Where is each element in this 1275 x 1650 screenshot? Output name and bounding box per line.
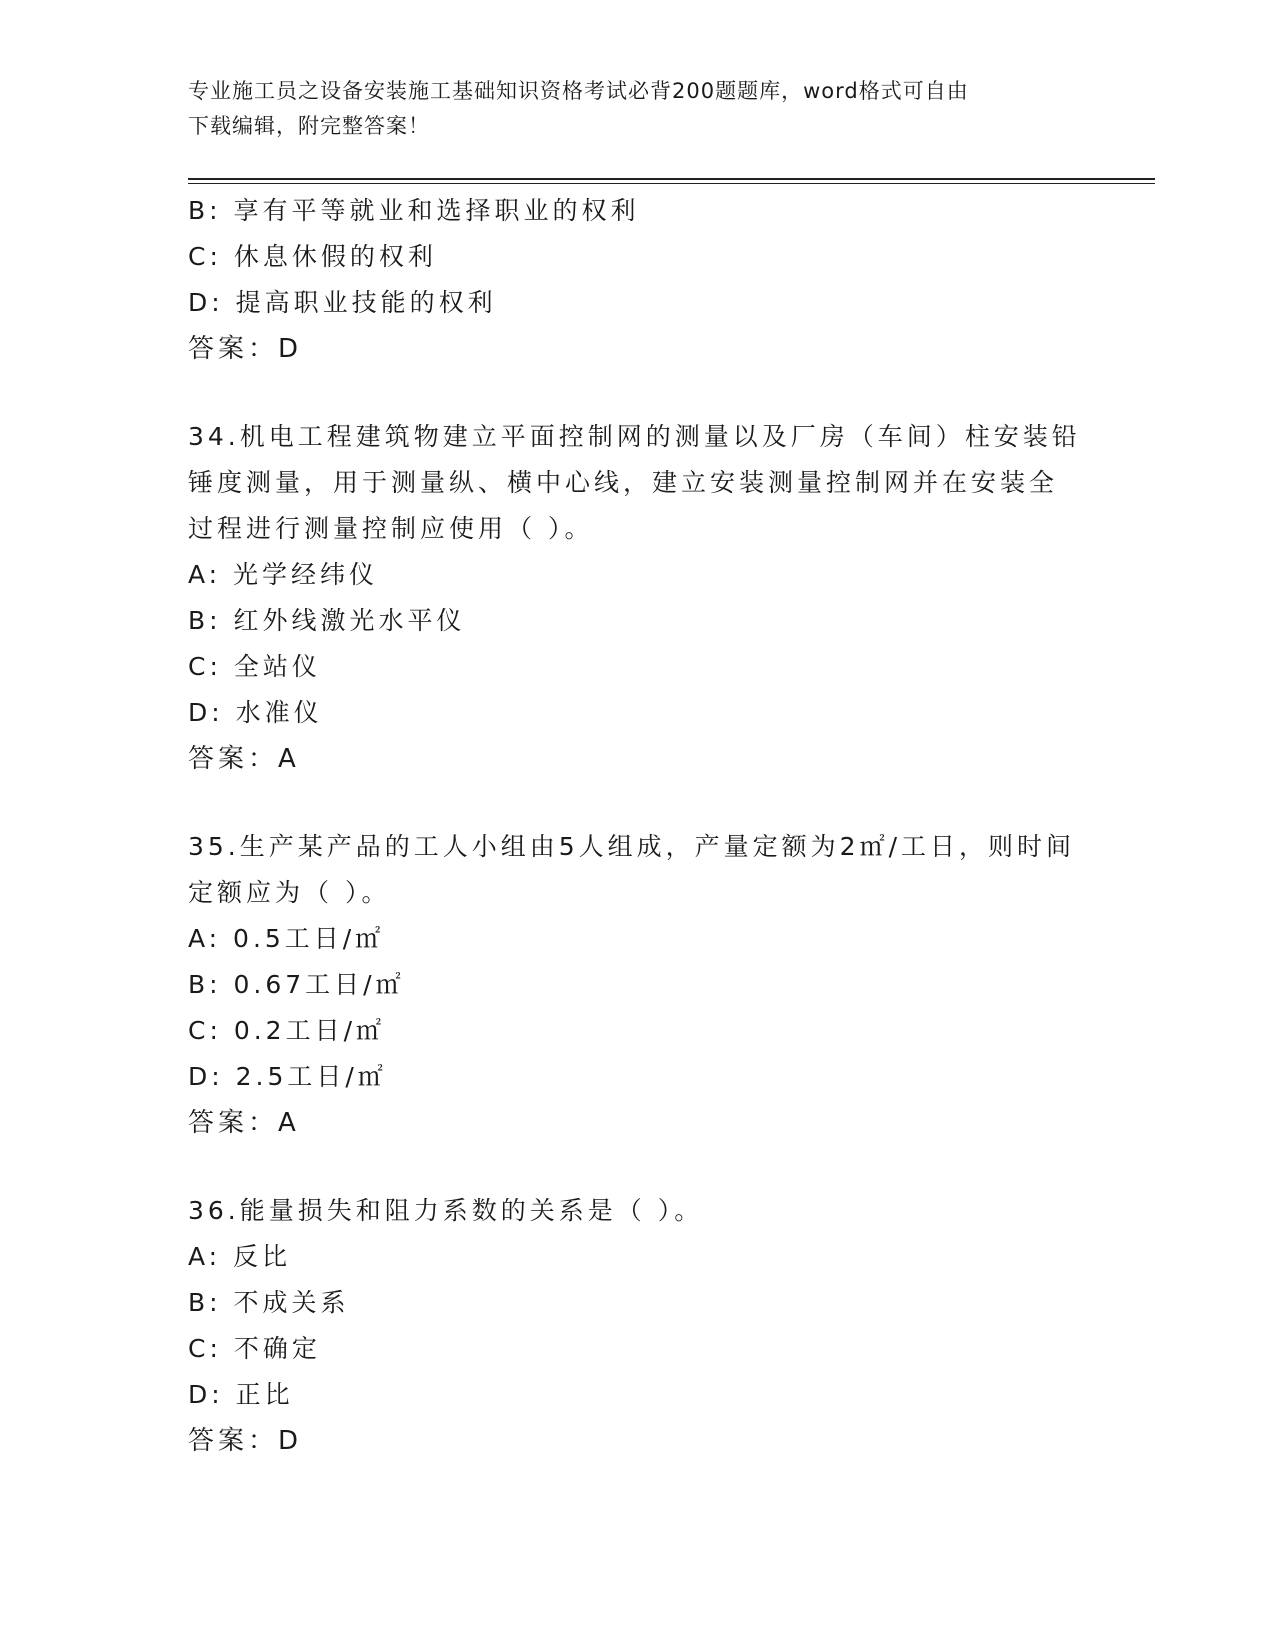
option-d: D: 2.5工日/㎡ — [188, 1062, 387, 1091]
option-b: B: 红外线激光水平仪 — [188, 606, 466, 635]
question-34 — [188, 414, 1088, 782]
option-b: B: 不成关系 — [188, 1288, 350, 1317]
question-stem-line: 36.能量损失和阻力系数的关系是（ ）。 — [188, 1196, 704, 1225]
option-a: A: 光学经纬仪 — [188, 560, 379, 589]
question-stem-line: 35.生产某产品的工人小组由5人组成，产量定额为2㎡/工日，则时间 — [188, 832, 1075, 861]
question-stem-line: 定额应为（ ）。 — [188, 878, 391, 907]
option-a: A: 反比 — [188, 1242, 292, 1271]
header-divider-thick — [188, 178, 1155, 180]
question-35 — [188, 824, 1088, 1146]
option-c: C: 休息休假的权利 — [188, 242, 437, 271]
option-c: C: 全站仪 — [188, 652, 321, 681]
option-b: B: 0.67工日/㎡ — [188, 970, 405, 999]
question-stem-line: 锤度测量，用于测量纵、横中心线，建立安装测量控制网并在安装全 — [188, 468, 1059, 497]
answer-line: 答案：D — [188, 334, 303, 364]
option-d: D: 提高职业技能的权利 — [188, 288, 497, 317]
option-d: D: 正比 — [188, 1380, 294, 1409]
question-stem-line: 34.机电工程建筑物建立平面控制网的测量以及厂房（车间）柱安装铅 — [188, 422, 1081, 451]
answer-line: 答案：A — [188, 1108, 300, 1138]
option-a: A: 0.5工日/㎡ — [188, 924, 385, 953]
question-36 — [188, 1188, 1088, 1464]
question-stem-line: 过程进行测量控制应使用（ ）。 — [188, 514, 594, 543]
option-b: B: 享有平等就业和选择职业的权利 — [188, 196, 640, 225]
option-c: C: 不确定 — [188, 1334, 321, 1363]
spacer — [188, 782, 1088, 824]
question-33-continued — [188, 188, 1088, 372]
header-title-line-1: 专业施工员之设备安装施工基础知识资格考试必背200题题库，word格式可自由 — [188, 79, 969, 103]
header-title-line-2: 下载编辑，附完整答案！ — [188, 114, 430, 138]
header-divider-thin — [188, 183, 1155, 184]
answer-line: 答案：D — [188, 1426, 303, 1456]
question-list — [188, 188, 1088, 1464]
spacer — [188, 372, 1088, 414]
document-header — [188, 74, 1088, 144]
answer-line: 答案：A — [188, 744, 300, 774]
option-d: D: 水准仪 — [188, 698, 323, 727]
spacer — [188, 1146, 1088, 1188]
option-c: C: 0.2工日/㎡ — [188, 1016, 386, 1045]
